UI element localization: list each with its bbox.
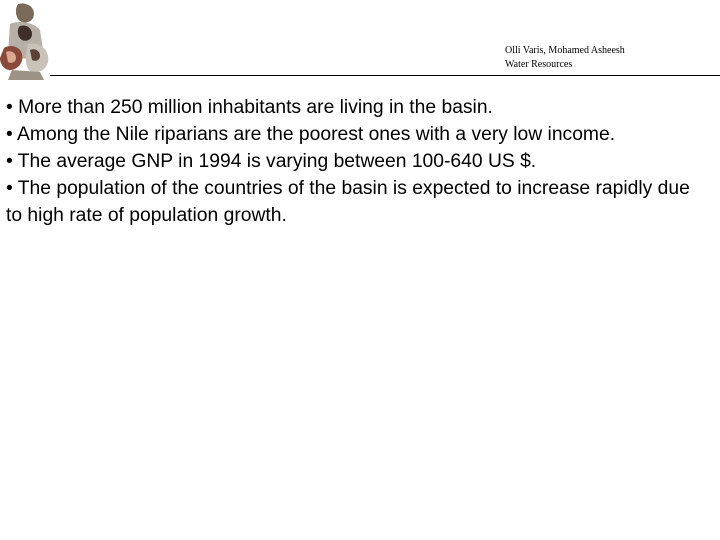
header-divider: [50, 75, 720, 76]
bullet-list: [6, 94, 711, 229]
header-subtitle: Water Resources: [505, 59, 573, 70]
bullet-item: • The population of the countries of the basin is expected to increase rapidly due to high rate of population growth.: [6, 178, 690, 226]
bullet-item: • The average GNP in 1994 is varying between 100-640 US $.: [6, 151, 537, 172]
logo-figures-icon: [0, 0, 52, 80]
bullet-item: • Among the Nile riparians are the poorest ones with a very low income.: [6, 124, 616, 145]
header-authors: Olli Varis, Mohamed Asheesh: [505, 45, 625, 56]
header-text: [505, 44, 625, 72]
bullet-item: • More than 250 million inhabitants are living in the basin.: [6, 97, 493, 118]
